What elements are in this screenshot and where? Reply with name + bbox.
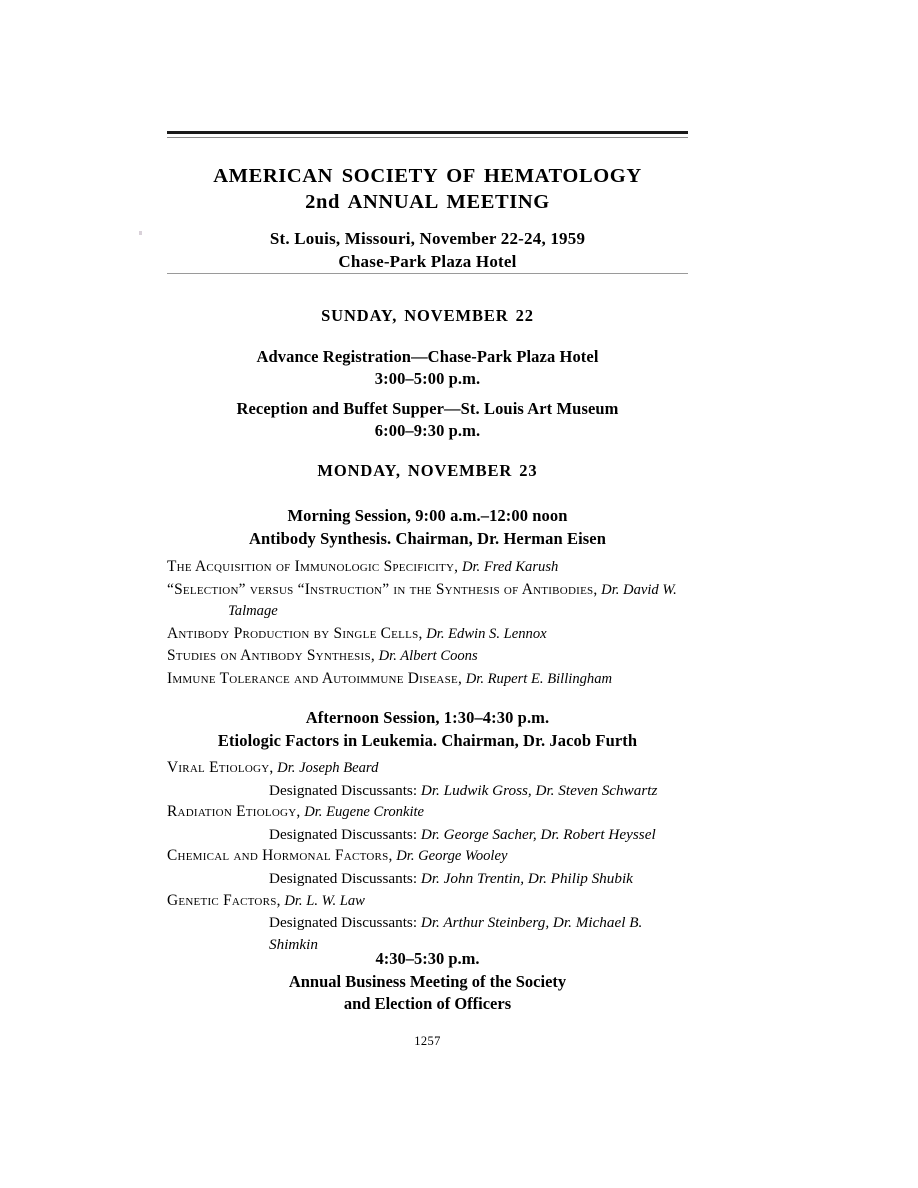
session-topic: Etiologic Factors in Leukemia. Chairman, Dr. Jacob Furth [217, 730, 638, 750]
paper-author: Dr. David W. Talmage [228, 581, 677, 620]
paper-title: Immune Tolerance and Autoimmune Disease, [167, 669, 463, 687]
top-rule-thin [167, 137, 688, 138]
organization-name-line1: AMERICAN SOCIETY OF HEMATOLOGY [213, 165, 642, 187]
paper-author: Dr. Rupert E. Billingham [465, 670, 613, 687]
masthead [167, 163, 688, 273]
discussants-label: Designated Discussants: [269, 869, 418, 887]
masthead-bottom-rule [167, 273, 688, 274]
session-time: Morning Session, 9:00 a.m.–12:00 noon [287, 506, 568, 525]
discussants-line [228, 868, 695, 890]
list-item [167, 801, 695, 845]
paper-author: Dr. Joseph Beard [277, 760, 379, 776]
paper-author: Dr. Eugene Cronkite [304, 804, 425, 821]
session-time: Afternoon Session, 1:30–4:30 p.m. [305, 708, 550, 727]
paper-title: Chemical and Hormonal Factors, [167, 847, 393, 865]
paper-title: The Acquisition of Immunologic Specificity, [167, 558, 459, 575]
list-item [167, 556, 695, 579]
paper-author: Dr. Edwin S. Lennox [426, 625, 547, 642]
paper-author: Dr. George Wooley [396, 848, 508, 865]
day-heading-monday: MONDAY, NOVEMBER 23 [317, 461, 538, 480]
paper-list-morning [167, 556, 695, 691]
meeting-venue: Chase-Park Plaza Hotel [338, 252, 517, 271]
paper-author: Dr. L. W. Law [284, 892, 365, 909]
page-number: 1257 [414, 1034, 441, 1048]
paper-title: Radiation Etiology, [167, 803, 301, 821]
event-title: Advance Registration—Chase-Park Plaza Hotel [256, 347, 599, 366]
list-item [167, 623, 695, 646]
organization-name-line2: 2nd ANNUAL MEETING [305, 191, 550, 213]
discussants-line [228, 824, 695, 846]
list-item [167, 645, 695, 668]
top-rule [167, 131, 688, 138]
session-heading-morning [167, 505, 688, 550]
paper-title: Studies on Antibody Synthesis, [167, 647, 375, 665]
discussants-line [228, 780, 695, 802]
list-item [167, 845, 695, 889]
list-item [167, 757, 695, 801]
closing-line2: and Election of Officers [343, 994, 512, 1013]
session-heading-afternoon [167, 707, 688, 752]
list-item [167, 890, 695, 956]
paper-title: “Selection” versus “Instruction” in the Synthesis of Antibodies, [167, 580, 598, 598]
list-item [167, 579, 695, 623]
session-topic: Antibody Synthesis. Chairman, Dr. Herman Eisen [249, 528, 606, 548]
event-reception-buffet [167, 398, 688, 442]
closing-time: 4:30–5:30 p.m. [375, 949, 480, 968]
discussants-names: Dr. Arthur Steinberg, Dr. Michael B. Shimkin [269, 914, 643, 953]
scan-speck [139, 231, 142, 235]
paper-title: Antibody Production by Single Cells, [167, 624, 423, 642]
event-time: 3:00–5:00 p.m. [374, 369, 481, 388]
discussants-names: Dr. John Trentin, Dr. Philip Shubik [420, 869, 633, 887]
event-time: 6:00–9:30 p.m. [374, 421, 481, 440]
day-heading-sunday: SUNDAY, NOVEMBER 22 [321, 306, 534, 325]
discussants-label: Designated Discussants: [269, 914, 418, 932]
meeting-location: St. Louis, Missouri, November 22-24, 1959 [269, 229, 586, 248]
paper-title: Genetic Factors, [167, 891, 281, 909]
paper-title: Viral Etiology, [167, 759, 274, 776]
top-rule-thick [167, 131, 688, 134]
discussants-names: Dr. Ludwik Gross, Dr. Steven Schwartz [420, 781, 658, 799]
closing-block [167, 948, 688, 1016]
event-title: Reception and Buffet Supper—St. Louis Art Museum [236, 399, 619, 418]
closing-line1: Annual Business Meeting of the Society [288, 971, 567, 991]
paper-author: Dr. Fred Karush [461, 559, 559, 575]
discussants-names: Dr. George Sacher, Dr. Robert Heyssel [420, 825, 656, 843]
paper-author: Dr. Albert Coons [378, 648, 478, 665]
paper-list-afternoon [167, 757, 695, 955]
discussants-label: Designated Discussants: [269, 781, 418, 799]
list-item [167, 668, 695, 691]
discussants-label: Designated Discussants: [269, 825, 418, 843]
event-advance-registration [167, 346, 688, 390]
